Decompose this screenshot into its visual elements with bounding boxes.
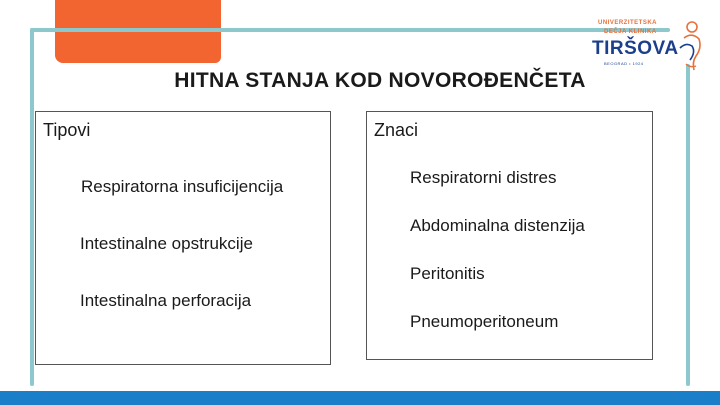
logo-line-3: BEOGRAD • 1924 bbox=[604, 61, 644, 66]
types-item: Intestinalna perforacija bbox=[80, 291, 252, 310]
clinic-logo bbox=[586, 16, 706, 72]
frame-line-top bbox=[30, 28, 670, 32]
logo-line-2: DEČJA KLINIKA bbox=[604, 29, 657, 35]
bottom-bar bbox=[0, 391, 720, 405]
signs-item: Peritonitis bbox=[410, 264, 485, 283]
signs-item: Abdominalna distenzija bbox=[410, 216, 585, 235]
signs-heading: Znaci bbox=[374, 120, 419, 140]
frame-line-right bbox=[686, 64, 690, 386]
types-heading: Tipovi bbox=[43, 120, 91, 140]
signs-item: Pneumoperitoneum bbox=[410, 312, 559, 331]
logo-line-1: UNIVERZITETSKA bbox=[598, 20, 658, 26]
logo-name: TIRŠOVA bbox=[592, 38, 679, 59]
signs-item: Respiratorni distres bbox=[410, 168, 557, 187]
slide-title: HITNA STANJA KOD NOVOROĐENČETA bbox=[174, 69, 586, 92]
child-figure-icon bbox=[672, 18, 706, 72]
types-item: Intestinalne opstrukcije bbox=[80, 234, 253, 253]
types-item: Respiratorna insuficijencija bbox=[81, 177, 284, 196]
